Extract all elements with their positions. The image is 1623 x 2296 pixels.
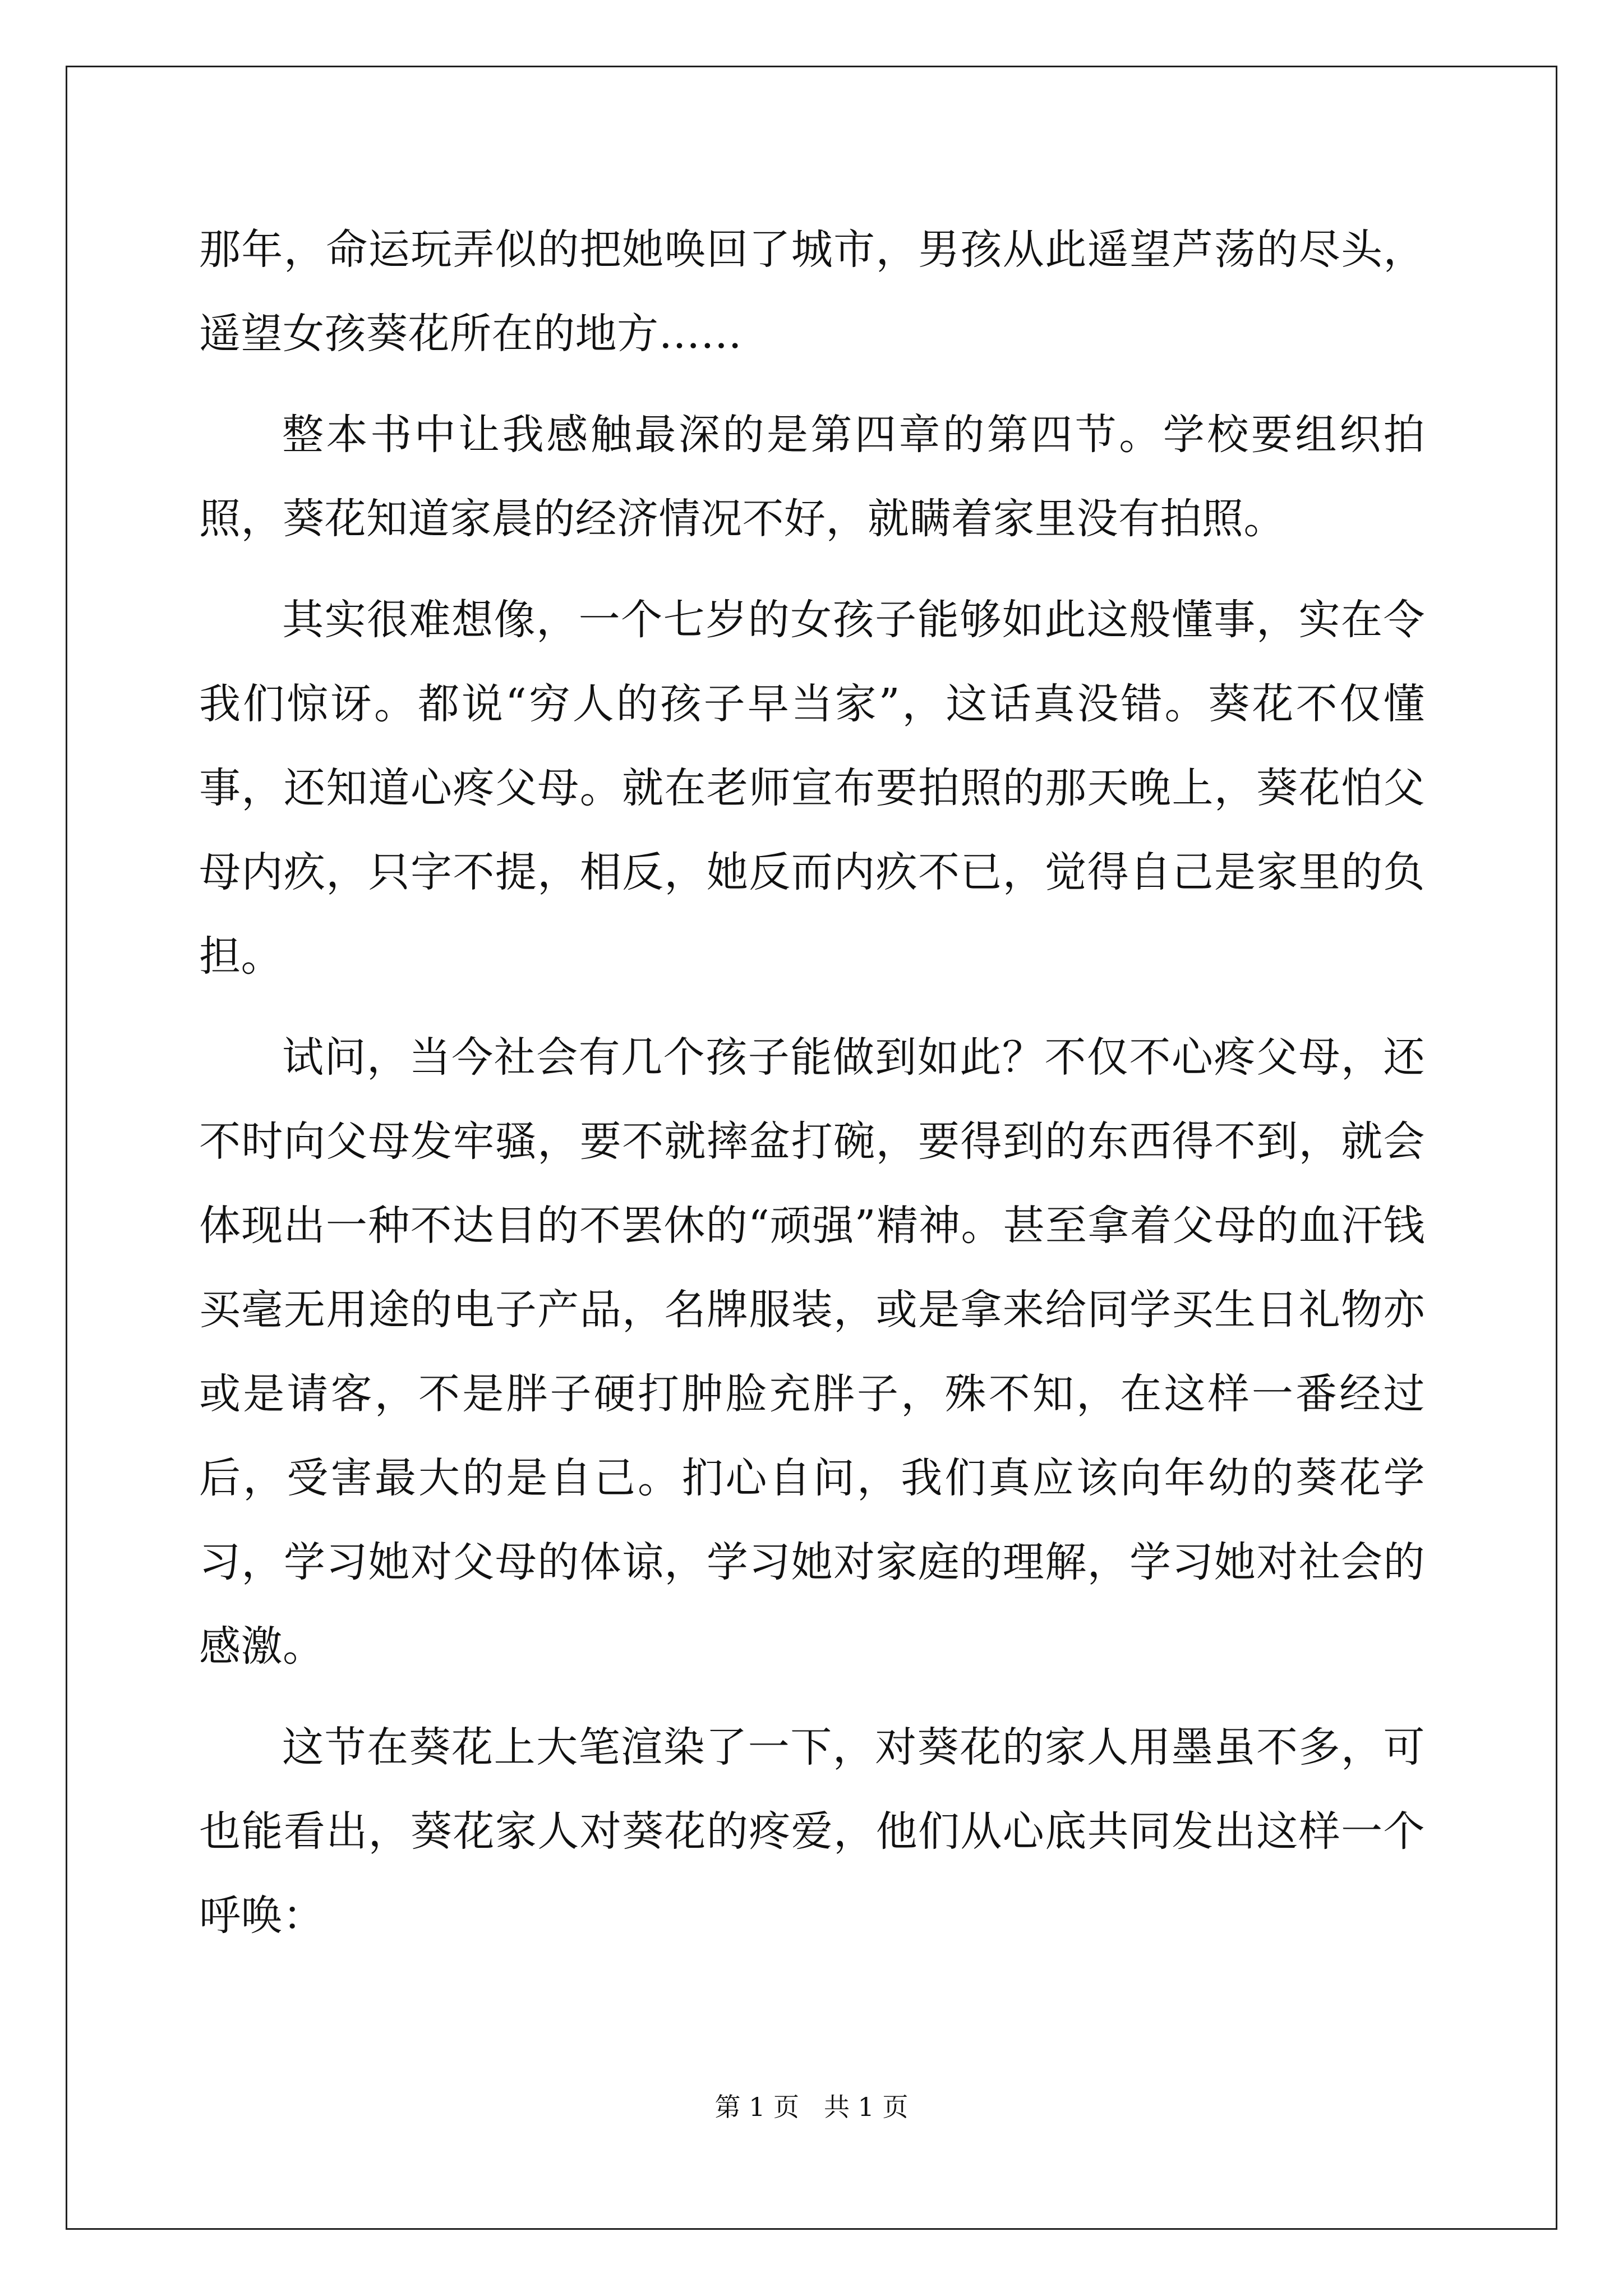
paragraph-5: 这节在葵花上大笔渲染了一下，对葵花的家人用墨虽不多，可也能看出，葵花家人对葵花的疼爱，他们从心底共同发出这样一个呼唤： [199, 1723, 1425, 1940]
page-number: 第 1 页 [714, 2092, 800, 2122]
paragraph-1: 那年，命运玩弄似的把她唤回了城市，男孩从此遥望芦荡的尽头，遥望女孩葵花所在的地方…… [199, 226, 1425, 358]
document-body [199, 208, 1425, 1975]
page-total: 共 1 页 [823, 2092, 909, 2122]
page-footer [0, 2087, 1623, 2124]
paragraph-4: 试问，当今社会有几个孩子能做到如此？不仅不心疼父母，还不时向父母发牢骚，要不就摔盆打碗，要得到的东西得不到，就会体现出一种不达目的不罢休的“顽强”精神。甚至拿着父母的血汗钱买毫无用途的电子产品，名牌服装，或是拿来给同学买生日礼物亦或是请客，不是胖子硬打肿脸充胖子，殊不知，在这样一番经过后，受害最大的是自己。扪心自问，我们真应该向年幼的葵花学习，学习她对父母的体谅，学习她对家庭的理解，学习她对社会的感激。 [199, 1033, 1425, 1671]
paragraph-2: 整本书中让我感触最深的是第四章的第四节。学校要组织拍照，葵花知道家晨的经济情况不好，就瞒着家里没有拍照。 [199, 411, 1425, 543]
paragraph-3: 其实很难想像，一个七岁的女孩子能够如此这般懂事，实在令我们惊讶。都说“穷人的孩子早当家”，这话真没错。葵花不仅懂事，还知道心疼父母。就在老师宣布要拍照的那天晚上，葵花怕父母内疚，只字不提，相反，她反而内疚不已，觉得自己是家里的负担。 [199, 596, 1425, 981]
